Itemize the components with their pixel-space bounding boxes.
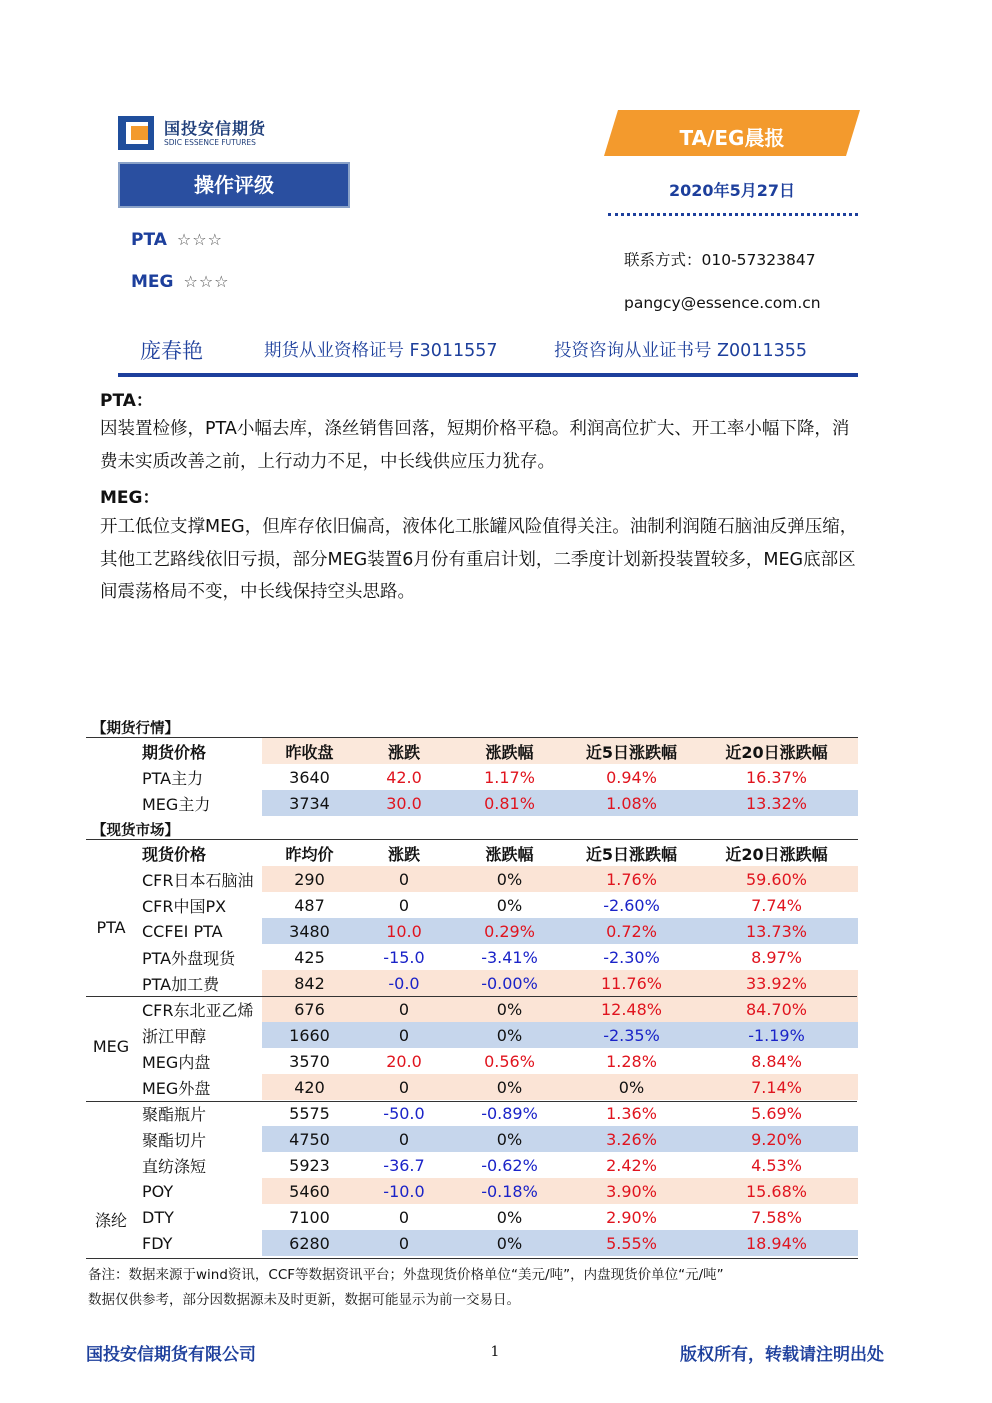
futures-header-close: 昨收盘 xyxy=(262,738,357,764)
cell-d20: 9.20% xyxy=(695,1126,858,1152)
header-rule xyxy=(118,373,858,377)
meg-heading: MEG： xyxy=(100,488,160,508)
cell-d20: 7.14% xyxy=(695,1074,858,1100)
logo-cn-text: 国投安信期货 xyxy=(164,119,267,138)
table-row xyxy=(86,866,858,892)
spot-table xyxy=(86,840,858,1256)
group-label-polyester: 涤纶 xyxy=(94,1211,127,1230)
table-note-2: 数据仅供参考，部分因数据源未及时更新，数据可能显示为前一交易日。 xyxy=(88,1292,520,1308)
cell-close: 3640 xyxy=(289,767,330,787)
table-row xyxy=(86,1178,858,1204)
spot-section-label: 【现货市场】 xyxy=(92,823,179,839)
cell-chg: 0 xyxy=(357,866,451,892)
cell-pct: 0% xyxy=(451,996,568,1022)
table-row xyxy=(86,1048,858,1074)
cell-price: 420 xyxy=(262,1074,357,1100)
advisory-cert: 投资咨询从业证书号 Z0011355 xyxy=(554,341,807,361)
cell-d5: 12.48% xyxy=(568,996,695,1022)
table-row xyxy=(86,892,858,918)
cell-price: 5575 xyxy=(289,1103,330,1123)
rating-pta xyxy=(131,230,223,250)
cell-name: CCFEI PTA xyxy=(142,921,223,941)
cell-d5: 3.90% xyxy=(568,1178,695,1204)
report-title: TA/EG晨报 xyxy=(679,126,785,150)
rating-product: MEG xyxy=(131,272,174,292)
futures-section-label: 【期货行情】 xyxy=(92,721,179,737)
cell-d5: 1.08% xyxy=(568,790,695,816)
cell-price: 7100 xyxy=(289,1207,330,1227)
cell-chg: -15.0 xyxy=(383,947,425,967)
cell-d20: 84.70% xyxy=(695,996,858,1022)
cell-pct: -0.18% xyxy=(451,1178,568,1204)
rating-stars: ☆☆☆ xyxy=(176,230,223,249)
futures-header-row xyxy=(86,738,858,764)
cell-chg: 0 xyxy=(357,1126,451,1152)
spot-header-pct: 涨跌幅 xyxy=(485,844,534,864)
cell-pct: 1.17% xyxy=(484,767,535,787)
cell-price: 3480 xyxy=(262,918,357,944)
cell-price: 842 xyxy=(262,970,357,996)
table-row xyxy=(86,1204,858,1230)
cell-chg: 20.0 xyxy=(386,1051,422,1071)
cell-name: MEG主力 xyxy=(142,794,211,814)
futures-table xyxy=(86,738,858,816)
cell-d20: 8.97% xyxy=(751,947,802,967)
cell-d20: 33.92% xyxy=(695,970,858,996)
cell-d20: 13.73% xyxy=(695,918,858,944)
cell-chg: 0 xyxy=(357,996,451,1022)
cell-pct: 0% xyxy=(496,1207,523,1227)
cell-pct: -3.41% xyxy=(481,947,538,967)
cell-d20: 7.74% xyxy=(751,895,802,915)
table-row xyxy=(86,764,858,790)
cell-name: 聚酯切片 xyxy=(142,1130,207,1150)
spot-header-price: 昨均价 xyxy=(285,844,334,864)
cell-chg: 0 xyxy=(398,1207,410,1227)
cell-chg: 10.0 xyxy=(357,918,451,944)
spot-header-row xyxy=(86,840,858,866)
cell-d20: 13.32% xyxy=(695,790,858,816)
futures-header-chg: 涨跌 xyxy=(357,738,451,764)
cell-price: 425 xyxy=(294,947,325,967)
table-row xyxy=(86,790,858,816)
table-row xyxy=(86,1100,858,1126)
report-title-tab xyxy=(604,110,860,156)
cell-d20: 59.60% xyxy=(695,866,858,892)
cell-price: 290 xyxy=(262,866,357,892)
cell-name: PTA主力 xyxy=(142,768,204,788)
cell-close: 3734 xyxy=(262,790,357,816)
cell-chg: -10.0 xyxy=(357,1178,451,1204)
cell-pct: -0.89% xyxy=(481,1103,538,1123)
cell-name: DTY xyxy=(142,1207,174,1227)
cell-chg: 0 xyxy=(357,1022,451,1048)
date-divider xyxy=(608,213,858,216)
cell-d5: 2.42% xyxy=(606,1155,657,1175)
futures-header-name: 期货价格 xyxy=(142,742,207,762)
cell-pct: 0% xyxy=(451,1230,568,1256)
table-row xyxy=(86,970,858,996)
cell-d5: 11.76% xyxy=(568,970,695,996)
cell-d5: 0.94% xyxy=(606,767,657,787)
rating-product: PTA xyxy=(131,230,167,250)
cell-name: PTA加工费 xyxy=(142,974,220,994)
rating-label-box: 操作评级 xyxy=(118,162,350,208)
logo-mark-icon xyxy=(118,116,154,150)
cell-price: 3570 xyxy=(289,1051,330,1071)
cell-name: MEG外盘 xyxy=(142,1078,211,1098)
cell-d5: 5.55% xyxy=(568,1230,695,1256)
cell-chg: -50.0 xyxy=(383,1103,425,1123)
cell-d5: 1.36% xyxy=(606,1103,657,1123)
cell-d20: 18.94% xyxy=(695,1230,858,1256)
cell-chg: 0 xyxy=(357,1230,451,1256)
cell-pct: 0.81% xyxy=(451,790,568,816)
cell-price: 1660 xyxy=(262,1022,357,1048)
cell-name: 直纺涤短 xyxy=(142,1156,207,1176)
cell-chg: 30.0 xyxy=(357,790,451,816)
cell-chg: 0 xyxy=(398,895,410,915)
cell-price: 676 xyxy=(262,996,357,1022)
cell-d20: 16.37% xyxy=(745,767,807,787)
table-row xyxy=(86,1152,858,1178)
cell-pct: -0.00% xyxy=(451,970,568,996)
cell-price: 6280 xyxy=(262,1230,357,1256)
cell-name: POY xyxy=(142,1181,174,1201)
cell-pct: 0% xyxy=(451,866,568,892)
rating-meg xyxy=(131,272,230,292)
table-row xyxy=(86,1230,858,1256)
cell-name: FDY xyxy=(142,1233,173,1253)
cell-chg: 0 xyxy=(357,1074,451,1100)
cell-d5: -2.60% xyxy=(603,895,660,915)
page-number: 1 xyxy=(490,1344,500,1360)
cell-name: CFR东北亚乙烯 xyxy=(142,1000,254,1020)
cell-name: 浙江甲醇 xyxy=(142,1026,207,1046)
futures-header-d5: 近5日涨跌幅 xyxy=(568,738,695,764)
cell-name: PTA外盘现货 xyxy=(142,948,236,968)
company-logo xyxy=(118,112,318,154)
futures-header-pct: 涨跌幅 xyxy=(451,738,568,764)
cell-d5: 1.28% xyxy=(606,1051,657,1071)
cell-price: 4750 xyxy=(262,1126,357,1152)
cell-pct: 0.29% xyxy=(451,918,568,944)
cell-d5: 1.76% xyxy=(568,866,695,892)
cell-pct: 0% xyxy=(451,1022,568,1048)
table-row xyxy=(86,944,858,970)
contact-phone: 联系方式：010-57323847 xyxy=(624,251,816,269)
meg-commentary: 开工低位支撑MEG，但库存依旧偏高，液体化工胀罐风险值得关注。油制利润随石脑油反弹压缩，其他工艺路线依旧亏损，部分MEG装置6月份有重启计划，二季度计划新投装置较多，MEG底部区间震荡格局不变，中长线保持空头思路。 xyxy=(100,517,858,602)
futures-cert: 期货从业资格证号 F3011557 xyxy=(264,341,498,361)
footer-rights: 版权所有，转载请注明出处 xyxy=(680,1345,884,1365)
table-note-1: 备注：数据来源于wind资讯，CCF等数据资讯平台；外盘现货价格单位“美元/吨”，内盘现货价单位“元/吨” xyxy=(88,1267,724,1283)
cell-d20: 15.68% xyxy=(695,1178,858,1204)
cell-price: 487 xyxy=(294,895,325,915)
pta-commentary: 因装置检修，PTA小幅去库，涤丝销售回落，短期价格平稳。利润高位扩大、开工率小幅下降，消费未实质改善之前，上行动力不足，中长线供应压力犹存。 xyxy=(100,419,850,472)
spot-header-d5: 近5日涨跌幅 xyxy=(585,844,678,864)
table-bottom-rule xyxy=(86,1258,858,1259)
futures-header-d20: 近20日涨跌幅 xyxy=(695,738,858,764)
cell-pct: 0% xyxy=(451,1126,568,1152)
cell-name: CFR日本石脑油 xyxy=(142,870,254,890)
contact-email[interactable]: pangcy@essence.com.cn xyxy=(624,294,821,312)
logo-en-text: SDIC ESSENCE FUTURES xyxy=(164,138,256,147)
analyst-name: 庞春艳 xyxy=(140,339,203,363)
cell-d5: -2.30% xyxy=(603,947,660,967)
group-divider xyxy=(86,1101,857,1102)
table-row xyxy=(86,1126,858,1152)
cell-pct: 0% xyxy=(496,895,523,915)
cell-d20: 8.84% xyxy=(751,1051,802,1071)
table-row xyxy=(86,996,858,1022)
cell-d20: 7.58% xyxy=(751,1207,802,1227)
cell-d5: 0.72% xyxy=(568,918,695,944)
cell-name: 聚酯瓶片 xyxy=(142,1104,207,1124)
cell-d5: 3.26% xyxy=(568,1126,695,1152)
table-row xyxy=(86,1074,858,1100)
report-date: 2020年5月27日 xyxy=(669,181,795,200)
cell-chg: -0.0 xyxy=(357,970,451,996)
cell-d20: 4.53% xyxy=(751,1155,802,1175)
group-label-meg: MEG xyxy=(92,1037,130,1056)
cell-d5: 0% xyxy=(568,1074,695,1100)
cell-pct: 0.56% xyxy=(484,1051,535,1071)
footer-company: 国投安信期货有限公司 xyxy=(86,1345,256,1365)
group-label-pta: PTA xyxy=(96,918,126,937)
cell-d20: -1.19% xyxy=(695,1022,858,1048)
cell-chg: 42.0 xyxy=(386,767,422,787)
cell-name: MEG内盘 xyxy=(142,1052,211,1072)
table-row xyxy=(86,918,858,944)
cell-price: 5460 xyxy=(262,1178,357,1204)
spot-header-d20: 近20日涨跌幅 xyxy=(725,844,828,864)
cell-chg: -36.7 xyxy=(383,1155,425,1175)
cell-price: 5923 xyxy=(289,1155,330,1175)
table-row xyxy=(86,1022,858,1048)
cell-d5: -2.35% xyxy=(568,1022,695,1048)
spot-header-chg: 涨跌 xyxy=(387,844,420,864)
rating-stars: ☆☆☆ xyxy=(183,272,230,291)
cell-pct: 0% xyxy=(451,1074,568,1100)
cell-name: CFR中国PX xyxy=(142,896,227,916)
cell-pct: -0.62% xyxy=(481,1155,538,1175)
spot-header-name: 现货价格 xyxy=(142,844,207,864)
pta-heading: PTA： xyxy=(100,391,153,411)
cell-d5: 2.90% xyxy=(606,1207,657,1227)
group-divider xyxy=(86,996,857,997)
cell-d20: 5.69% xyxy=(751,1103,802,1123)
